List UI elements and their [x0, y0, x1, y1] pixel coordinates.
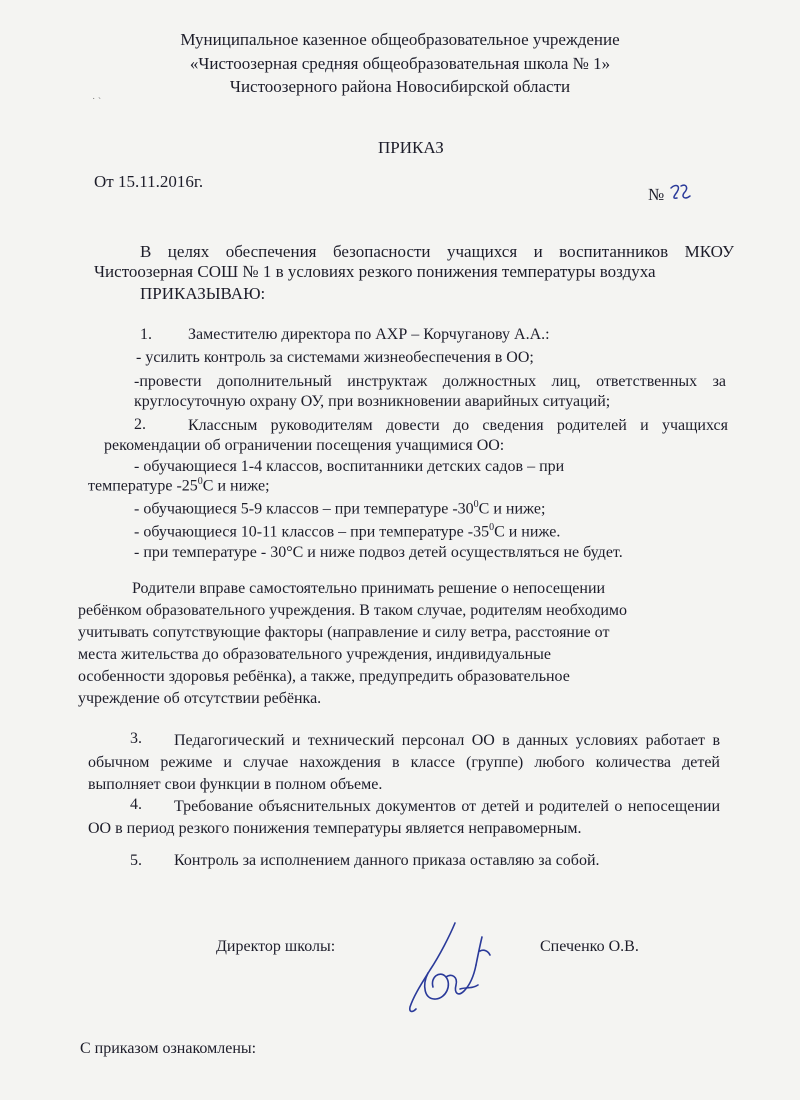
item-4-number: 4. [130, 796, 142, 813]
item-3-number: 3. [130, 730, 142, 747]
signatory-name: Спеченко О.В. [540, 938, 639, 955]
scan-speck: ˙ ˋ [92, 97, 102, 108]
item-3-text: Педагогический и технический персонал ОО в данных условиях работает в обычном режиме и случае нахождения в классе (группе) любого количества детей выполняет свои функции в полном объеме. [88, 732, 720, 793]
item-2-number: 2. [134, 416, 146, 433]
item-2-bullet-1a: - обучающиеся 1-4 классов, воспитанники детских садов – при [134, 458, 565, 475]
parents-line-1: Родители вправе самостоятельно принимать решение о непосещении [132, 580, 606, 597]
item-1-text: Заместителю директора по АХР – Корчуганову А.А.: [188, 326, 550, 343]
document-title: ПРИКАЗ [378, 138, 444, 157]
item-5-text: Контроль за исполнением данного приказа оставляю за собой. [174, 852, 600, 869]
acquainted-label: С приказом ознакомлены: [80, 1040, 257, 1057]
parents-line-2: ребёнком образовательного учреждения. В таком случае, родителям необходимо [78, 602, 628, 619]
handwritten-number [668, 182, 696, 202]
order-date: От 15.11.2016г. [94, 172, 204, 191]
parents-line-3: учитывать сопутствующие факторы (направление и силу ветра, расстояние от [78, 624, 610, 641]
header-line-1: Муниципальное казенное общеобразовательное учреждение [180, 30, 620, 49]
order-word: ПРИКАЗЫВАЮ: [140, 284, 266, 303]
item-2-text: Классным руководителям довести до сведения родителей и учащихся рекомендации об ограничении посещения учащимися ОО: [104, 417, 728, 454]
header-line-2: «Чистоозерная средняя общеобразовательная школа № 1» [189, 54, 611, 73]
parents-line-6: учреждение об отсутствии ребёнка. [78, 690, 322, 707]
item-4-text: Требование объяснительных документов от детей и родителей о непосещении ОО в период резкого понижения температуры является неправомерным. [88, 798, 720, 837]
order-number-label: № [648, 185, 665, 204]
item-2-bullet-1b: температуре $-25^0С$ и ниже; [88, 476, 270, 495]
item-5-number: 5. [130, 852, 142, 869]
preamble-text: В целях обеспечения безопасности учащихся и воспитанников МКОУ Чистоозерная СОШ № 1 в условиях резкого понижения температуры воздуха [94, 242, 734, 281]
item-2-bullet-2: - обучающиеся 5-9 классов – при температуре $-30^0С$ и ниже; [134, 499, 546, 518]
header-line-3: Чистоозерного района Новосибирской области [229, 77, 571, 96]
handwritten-signature [400, 915, 495, 1020]
item-1-number: 1. [140, 326, 152, 343]
item-1-sub-1: - усилить контроль за системами жизнеобеспечения в ОО; [136, 349, 534, 366]
parents-line-5: особенности здоровья ребёнка), а также, предупредить образовательное [78, 668, 570, 685]
parents-line-4: места жительства до образовательного учреждения, индивидуальные [78, 646, 552, 663]
item-2-bullet-3: - обучающиеся 10-11 классов – при температуре $-35^0С$ и ниже. [134, 522, 561, 541]
item-2-bullet-4: - при температуре - 30°С и ниже подвоз детей осуществляться не будет. [134, 544, 623, 561]
item-1-sub-2: -провести дополнительный инструктаж должностных лиц, ответственных за круглосуточную охрану ОУ, при возникновении аварийных ситуаций; [134, 373, 726, 410]
signatory-role: Директор школы: [216, 938, 336, 955]
